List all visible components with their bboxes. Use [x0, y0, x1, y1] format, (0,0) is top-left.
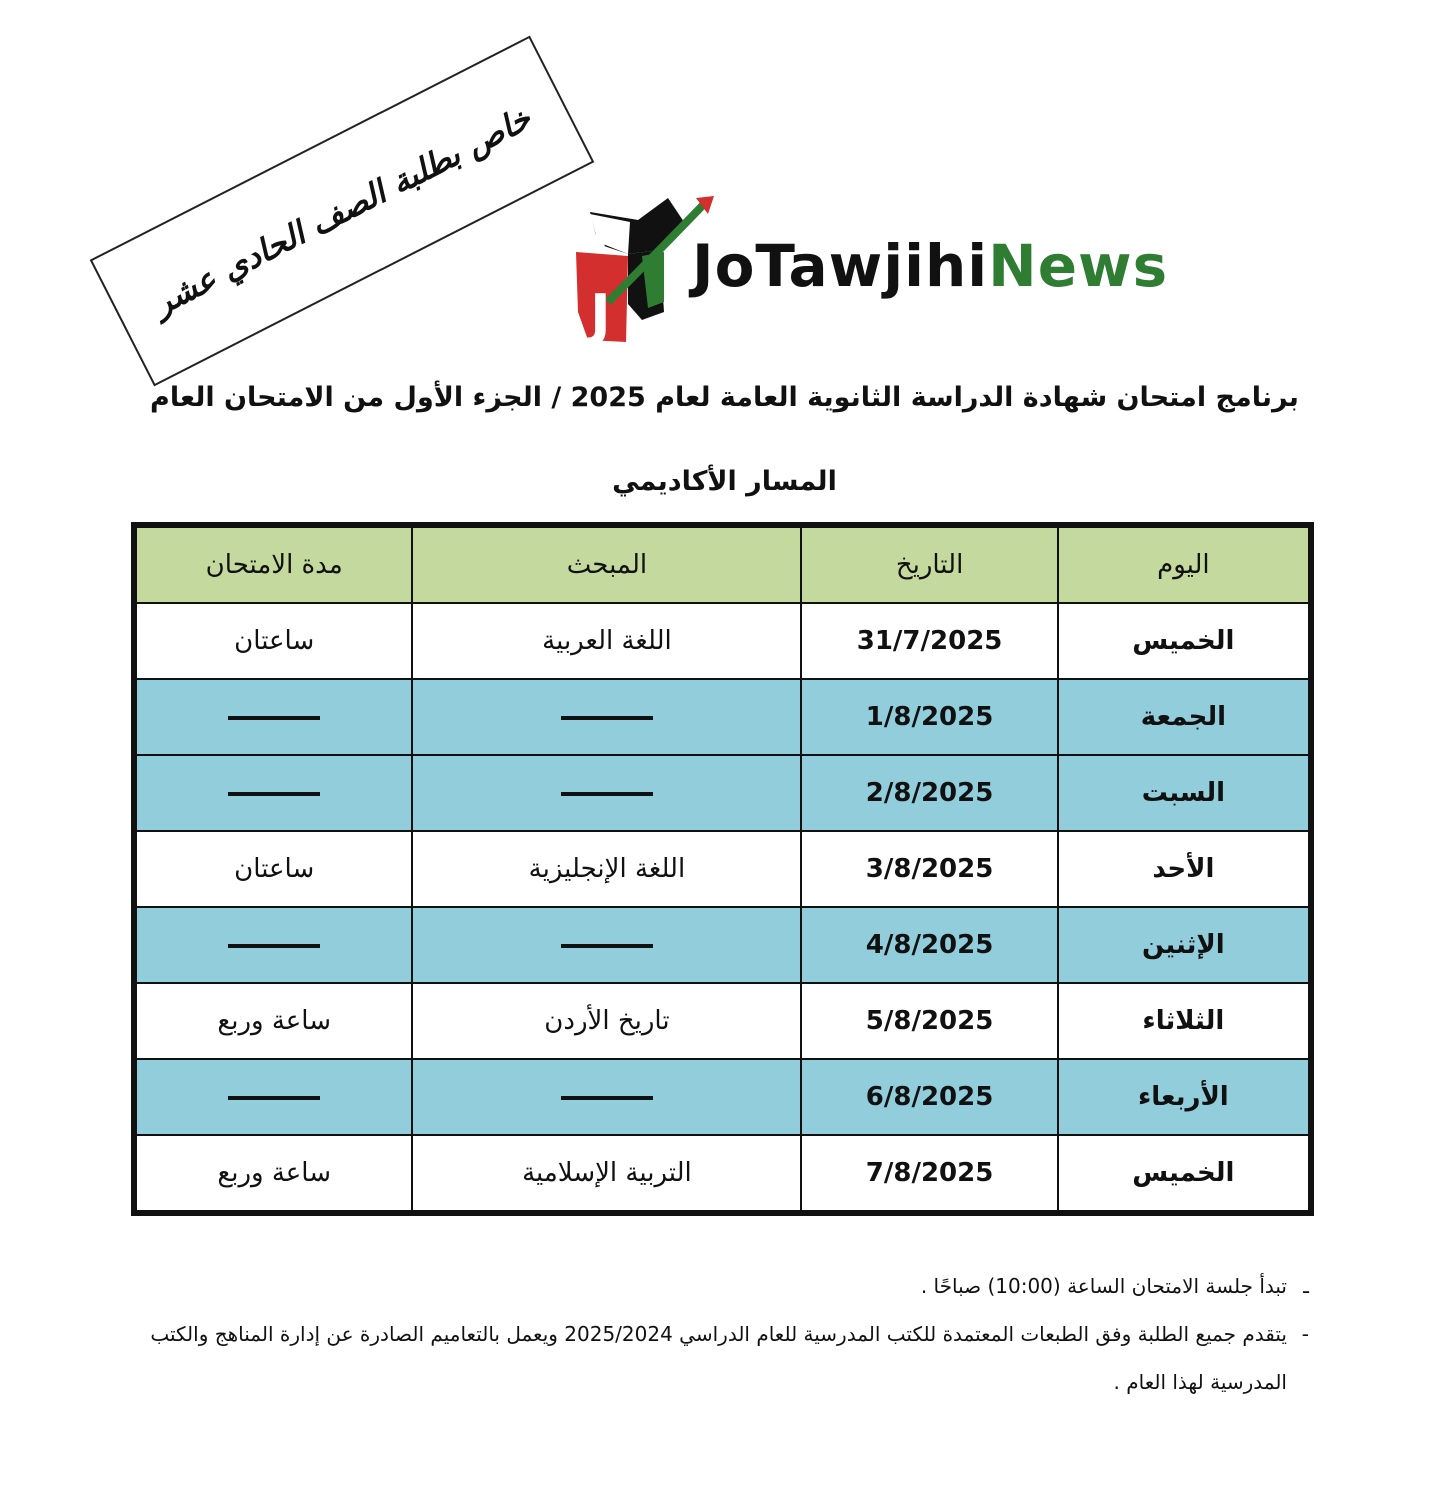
cell-day: الجمعة	[1058, 679, 1311, 755]
cell-date: 2/8/2025	[801, 755, 1057, 831]
empty-dash	[561, 792, 653, 796]
header-duration: مدة الامتحان	[134, 525, 412, 603]
table-row	[134, 983, 1311, 1059]
cell-day: الثلاثاء	[1058, 983, 1311, 1059]
cell-duration: ساعتان	[134, 603, 412, 679]
logo-part-1: JoTawjihi	[692, 232, 989, 300]
cell-day: الخميس	[1058, 603, 1311, 679]
table-row	[134, 907, 1311, 983]
cell-subject	[412, 907, 801, 983]
table-row	[134, 755, 1311, 831]
empty-dash	[561, 716, 653, 720]
table-row	[134, 831, 1311, 907]
table-row	[134, 603, 1311, 679]
notes-section	[149, 1262, 1309, 1406]
svg-text:J: J	[590, 283, 611, 348]
exam-schedule-table	[131, 522, 1314, 1216]
cell-day: الخميس	[1058, 1135, 1311, 1213]
cell-date: 7/8/2025	[801, 1135, 1057, 1213]
note-2	[149, 1310, 1309, 1406]
header-subject: المبحث	[412, 525, 801, 603]
empty-dash	[561, 944, 653, 948]
cell-duration	[134, 755, 412, 831]
cell-day: السبت	[1058, 755, 1311, 831]
cell-date: 31/7/2025	[801, 603, 1057, 679]
note-bullet: -	[1301, 1322, 1309, 1346]
empty-dash	[228, 792, 320, 796]
document-title: برنامج امتحان شهادة الدراسة الثانوية العامة لعام 2025 / الجزء الأول من الامتحان العام	[150, 382, 1299, 413]
cell-day: الأربعاء	[1058, 1059, 1311, 1135]
cell-duration	[134, 907, 412, 983]
cell-day: الإثنين	[1058, 907, 1311, 983]
cell-subject	[412, 679, 801, 755]
note-bullet: ـ	[1303, 1274, 1309, 1298]
table-header-row	[134, 525, 1311, 603]
cell-subject: تاريخ الأردن	[412, 983, 801, 1059]
cell-subject	[412, 755, 801, 831]
cell-duration: ساعة وربع	[134, 983, 412, 1059]
cell-date: 6/8/2025	[801, 1059, 1057, 1135]
table-row	[134, 1059, 1311, 1135]
cell-duration	[134, 679, 412, 755]
cell-date: 4/8/2025	[801, 907, 1057, 983]
cell-date: 3/8/2025	[801, 831, 1057, 907]
empty-dash	[228, 1096, 320, 1100]
note-text: تبدأ جلسة الامتحان الساعة (10:00) صباحًا .	[920, 1274, 1287, 1298]
cell-date: 1/8/2025	[801, 679, 1057, 755]
header-day: اليوم	[1058, 525, 1311, 603]
cell-duration: ساعة وربع	[134, 1135, 412, 1213]
cell-subject	[412, 1059, 801, 1135]
cell-subject: اللغة الإنجليزية	[412, 831, 801, 907]
cell-date: 5/8/2025	[801, 983, 1057, 1059]
table-row	[134, 1135, 1311, 1213]
cell-subject: التربية الإسلامية	[412, 1135, 801, 1213]
cell-day: الأحد	[1058, 831, 1311, 907]
empty-dash	[561, 1096, 653, 1100]
note-1	[149, 1262, 1309, 1310]
cell-duration	[134, 1059, 412, 1135]
empty-dash	[228, 716, 320, 720]
header-date: التاريخ	[801, 525, 1057, 603]
grade-stamp	[90, 36, 595, 387]
cell-duration: ساعتان	[134, 831, 412, 907]
table-row	[134, 679, 1311, 755]
note-text: يتقدم جميع الطلبة وفق الطبعات المعتمدة للكتب المدرسية للعام الدراسي 2025/2024 ويعمل بالتعاميم الصادرة عن إدارة المناهج والكتب المدرسية لهذا العام .	[150, 1322, 1287, 1394]
logo-wordmark	[692, 232, 1168, 300]
document-subtitle: المسار الأكاديمي	[612, 466, 837, 497]
logo-part-2: News	[988, 232, 1169, 300]
jotawjihi-logo	[568, 192, 1169, 352]
stamp-text: خاص بطلبة الصف الحادي عشر	[146, 99, 538, 323]
cell-subject: اللغة العربية	[412, 603, 801, 679]
empty-dash	[228, 944, 320, 948]
